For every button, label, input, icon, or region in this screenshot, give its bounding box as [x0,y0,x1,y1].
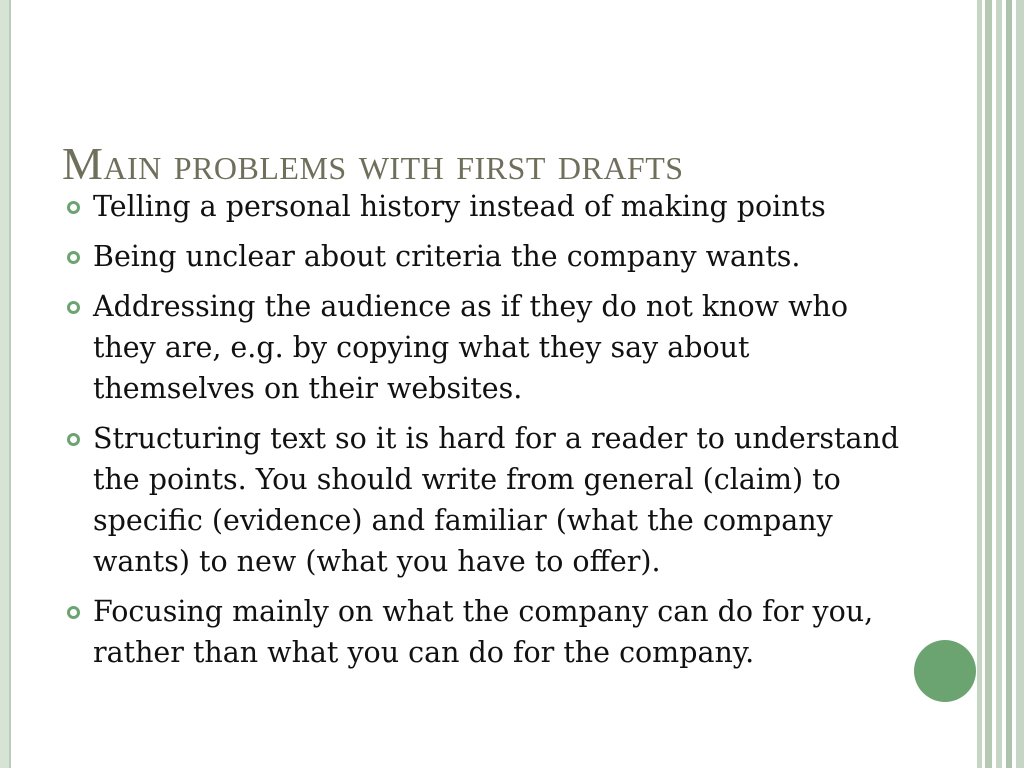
bullet-text: Telling a personal history instead of making points [93,190,826,223]
slide-title: Main problems with first drafts [62,137,684,189]
bullet-list [66,186,916,682]
ring-bullet-icon [67,301,80,314]
bullet-item [66,418,916,582]
right-decorative-frame [976,0,1024,768]
decorative-circle [914,640,976,702]
bullet-text: Focusing mainly on what the company can do for you, rather than what you can do for the company. [93,595,874,669]
bullet-item [66,591,916,673]
ring-bullet-icon [67,606,80,619]
bullet-text: Addressing the audience as if they do not know who they are, e.g. by copying what they say about themselves on their websites. [93,290,848,405]
ring-bullet-icon [67,251,80,264]
bullet-text: Being unclear about criteria the company wants. [93,240,801,273]
bullet-item [66,236,916,277]
left-border-rule [0,0,11,768]
ring-bullet-icon [67,201,80,214]
bullet-item [66,286,916,409]
bullet-text: Structuring text so it is hard for a reader to understand the points. You should write from general (claim) to specific (evidence) and familiar (what the company wants) to new (what you have to offer). [93,422,900,578]
ring-bullet-icon [67,433,80,446]
bullet-item [66,186,916,227]
